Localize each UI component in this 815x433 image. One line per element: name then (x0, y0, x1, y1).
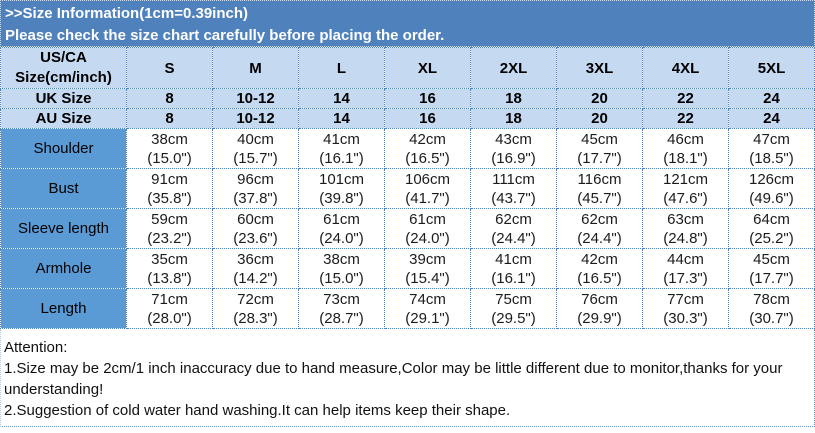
measurement-label: Shoulder (1, 129, 127, 169)
measurement-inch: (24.4") (577, 229, 622, 247)
measurement-label: Armhole (1, 249, 127, 289)
measurement-cell (471, 169, 557, 209)
measurement-inch: (24.4") (491, 229, 536, 247)
uk-size-cell: 14 (299, 89, 385, 109)
measurement-cm: 40cm (237, 130, 274, 148)
measurement-cm: 39cm (409, 250, 446, 268)
measurement-cell (471, 289, 557, 329)
measurement-cm: 101cm (318, 170, 365, 188)
measurement-cell (557, 129, 643, 169)
measurement-cell (729, 169, 815, 209)
measurement-inch: (16.1") (491, 269, 536, 287)
corner-header (1, 48, 127, 89)
measurement-cm: 72cm (237, 290, 274, 308)
measurement-inch: (17.3") (663, 269, 708, 287)
measurement-cell (385, 169, 471, 209)
measurement-cell (643, 249, 729, 289)
measurement-cm: 38cm (151, 130, 188, 148)
measurement-cell (385, 209, 471, 249)
measurement-cell (729, 289, 815, 329)
measurement-inch: (28.7") (319, 309, 364, 327)
size-column-header: XL (385, 48, 471, 89)
measurement-cm: 45cm (753, 250, 790, 268)
measurement-cm: 75cm (495, 290, 532, 308)
attention-section (0, 329, 815, 427)
measurement-cm: 46cm (667, 130, 704, 148)
measurement-cm: 43cm (495, 130, 532, 148)
measurement-cm: 36cm (237, 250, 274, 268)
uk-size-cell: 16 (385, 89, 471, 109)
measurement-cell (643, 209, 729, 249)
measurement-inch: (18.1") (663, 149, 708, 167)
measurement-cell (299, 249, 385, 289)
measurement-inch: (28.0") (147, 309, 192, 327)
measurement-label: Length (1, 289, 127, 329)
measurement-cell (127, 209, 213, 249)
measurement-cm: 62cm (495, 210, 532, 228)
size-column-header: 2XL (471, 48, 557, 89)
measurement-cm: 62cm (581, 210, 618, 228)
measurement-cell (213, 209, 299, 249)
measurement-cm: 38cm (323, 250, 360, 268)
measurement-cm: 60cm (237, 210, 274, 228)
au-size-cell: 14 (299, 109, 385, 129)
measurement-inch: (16.5") (405, 149, 450, 167)
size-column-header: 3XL (557, 48, 643, 89)
measurement-inch: (15.4") (405, 269, 450, 287)
measurement-inch: (24.8") (663, 229, 708, 247)
banner-title: >>Size Information(1cm=0.39inch) (5, 5, 248, 22)
measurement-cell (471, 249, 557, 289)
measurement-inch: (49.6") (749, 189, 794, 207)
measurement-cell (557, 209, 643, 249)
measurement-inch: (23.2") (147, 229, 192, 247)
measurement-cm: 76cm (581, 290, 618, 308)
measurement-inch: (37.8") (233, 189, 278, 207)
measurement-row (1, 289, 815, 329)
measurement-cm: 96cm (237, 170, 274, 188)
uk-size-cell: 20 (557, 89, 643, 109)
corner-header-line1: US/CA (40, 49, 87, 66)
measurement-cm: 59cm (151, 210, 188, 228)
measurement-cell (729, 129, 815, 169)
measurement-cm: 121cm (662, 170, 709, 188)
measurement-inch: (25.2") (749, 229, 794, 247)
measurement-inch: (45.7") (577, 189, 622, 207)
measurement-cm: 71cm (151, 290, 188, 308)
measurements-body (1, 129, 815, 329)
attention-title: Attention: (4, 339, 68, 356)
measurement-cm: 91cm (151, 170, 188, 188)
measurement-inch: (13.8") (147, 269, 192, 287)
au-size-cell: 16 (385, 109, 471, 129)
measurement-inch: (15.0") (319, 269, 364, 287)
measurement-inch: (29.5") (491, 309, 536, 327)
measurement-row (1, 129, 815, 169)
measurement-inch: (30.7") (749, 309, 794, 327)
measurement-inch: (47.6") (663, 189, 708, 207)
au-size-cell: 24 (729, 109, 815, 129)
measurement-cm: 106cm (404, 170, 451, 188)
measurement-cell (643, 289, 729, 329)
measurement-cm: 74cm (409, 290, 446, 308)
measurement-inch: (18.5") (749, 149, 794, 167)
au-size-cell: 8 (127, 109, 213, 129)
au-size-row (1, 109, 815, 129)
measurement-inch: (24.0") (319, 229, 364, 247)
measurement-cm: 111cm (492, 170, 535, 188)
measurement-cell (299, 129, 385, 169)
measurement-cell (557, 169, 643, 209)
measurement-cell (729, 249, 815, 289)
measurement-cell (471, 129, 557, 169)
au-size-label: AU Size (1, 109, 127, 129)
measurement-cell (643, 169, 729, 209)
measurement-cm: 64cm (753, 210, 790, 228)
measurement-inch: (14.2") (233, 269, 278, 287)
measurement-cell (213, 249, 299, 289)
measurement-cell (557, 249, 643, 289)
measurement-cm: 61cm (323, 210, 360, 228)
measurement-cm: 47cm (753, 130, 790, 148)
measurement-cm: 126cm (748, 170, 795, 188)
measurement-cm: 45cm (581, 130, 618, 148)
measurement-cell (299, 209, 385, 249)
size-column-header: S (127, 48, 213, 89)
measurement-cm: 42cm (581, 250, 618, 268)
uk-size-cell: 8 (127, 89, 213, 109)
measurement-cell (213, 129, 299, 169)
measurement-cell (385, 289, 471, 329)
measurement-inch: (17.7") (749, 269, 794, 287)
measurement-cell (213, 289, 299, 329)
attention-item-2: 2.Suggestion of cold water hand washing.It can help items keep their shape. (4, 402, 511, 419)
measurement-inch: (39.8") (319, 189, 364, 207)
measurement-label: Bust (1, 169, 127, 209)
measurement-inch: (35.8") (147, 189, 192, 207)
measurement-inch: (16.9") (491, 149, 536, 167)
measurement-cm: 42cm (409, 130, 446, 148)
measurement-inch: (30.3") (663, 309, 708, 327)
measurement-cm: 44cm (667, 250, 704, 268)
measurement-inch: (16.5") (577, 269, 622, 287)
measurement-inch: (41.7") (405, 189, 450, 207)
measurement-cm: 35cm (151, 250, 188, 268)
size-chart-table (0, 47, 815, 329)
measurement-label: Sleeve length (1, 209, 127, 249)
size-header-row (1, 48, 815, 89)
measurement-inch: (29.9") (577, 309, 622, 327)
size-column-header: M (213, 48, 299, 89)
measurement-inch: (15.7") (233, 149, 278, 167)
measurement-inch: (17.7") (577, 149, 622, 167)
corner-header-line2: Size(cm/inch) (15, 69, 112, 86)
au-size-cell: 18 (471, 109, 557, 129)
measurement-inch: (16.1") (319, 149, 364, 167)
measurement-cell (127, 129, 213, 169)
measurement-inch: (24.0") (405, 229, 450, 247)
measurement-inch: (23.6") (233, 229, 278, 247)
uk-size-cell: 10-12 (213, 89, 299, 109)
measurement-inch: (28.3") (233, 309, 278, 327)
measurement-cell (213, 169, 299, 209)
measurement-row (1, 209, 815, 249)
measurement-cell (299, 169, 385, 209)
measurement-inch: (15.0") (147, 149, 192, 167)
au-size-cell: 10-12 (213, 109, 299, 129)
size-column-header: 4XL (643, 48, 729, 89)
measurement-inch: (29.1") (405, 309, 450, 327)
measurement-cell (643, 129, 729, 169)
uk-size-cell: 18 (471, 89, 557, 109)
measurement-row (1, 249, 815, 289)
measurement-cell (127, 169, 213, 209)
measurement-cm: 116cm (577, 170, 622, 188)
measurement-cell (299, 289, 385, 329)
measurement-cell (127, 249, 213, 289)
au-size-cell: 22 (643, 109, 729, 129)
measurement-row (1, 169, 815, 209)
measurement-cm: 41cm (495, 250, 532, 268)
measurement-cell (557, 289, 643, 329)
measurement-cell (385, 249, 471, 289)
uk-size-label: UK Size (1, 89, 127, 109)
uk-size-row (1, 89, 815, 109)
measurement-cm: 73cm (323, 290, 360, 308)
uk-size-cell: 22 (643, 89, 729, 109)
measurement-cell (385, 129, 471, 169)
au-size-cell: 20 (557, 109, 643, 129)
measurement-cell (471, 209, 557, 249)
banner (0, 0, 815, 47)
measurement-cm: 61cm (409, 210, 446, 228)
size-column-header: 5XL (729, 48, 815, 89)
attention-item-1: 1.Size may be 2cm/1 inch inaccuracy due to hand measure,Color may be little different due to monitor,thanks for your understanding! (4, 360, 783, 398)
measurement-cell (729, 209, 815, 249)
measurement-cm: 41cm (323, 130, 360, 148)
measurement-inch: (43.7") (491, 189, 536, 207)
measurement-cm: 78cm (753, 290, 790, 308)
measurement-cm: 63cm (667, 210, 704, 228)
measurement-cm: 77cm (667, 290, 704, 308)
banner-subtitle: Please check the size chart carefully before placing the order. (5, 27, 445, 44)
uk-size-cell: 24 (729, 89, 815, 109)
measurement-cell (127, 289, 213, 329)
size-column-header: L (299, 48, 385, 89)
